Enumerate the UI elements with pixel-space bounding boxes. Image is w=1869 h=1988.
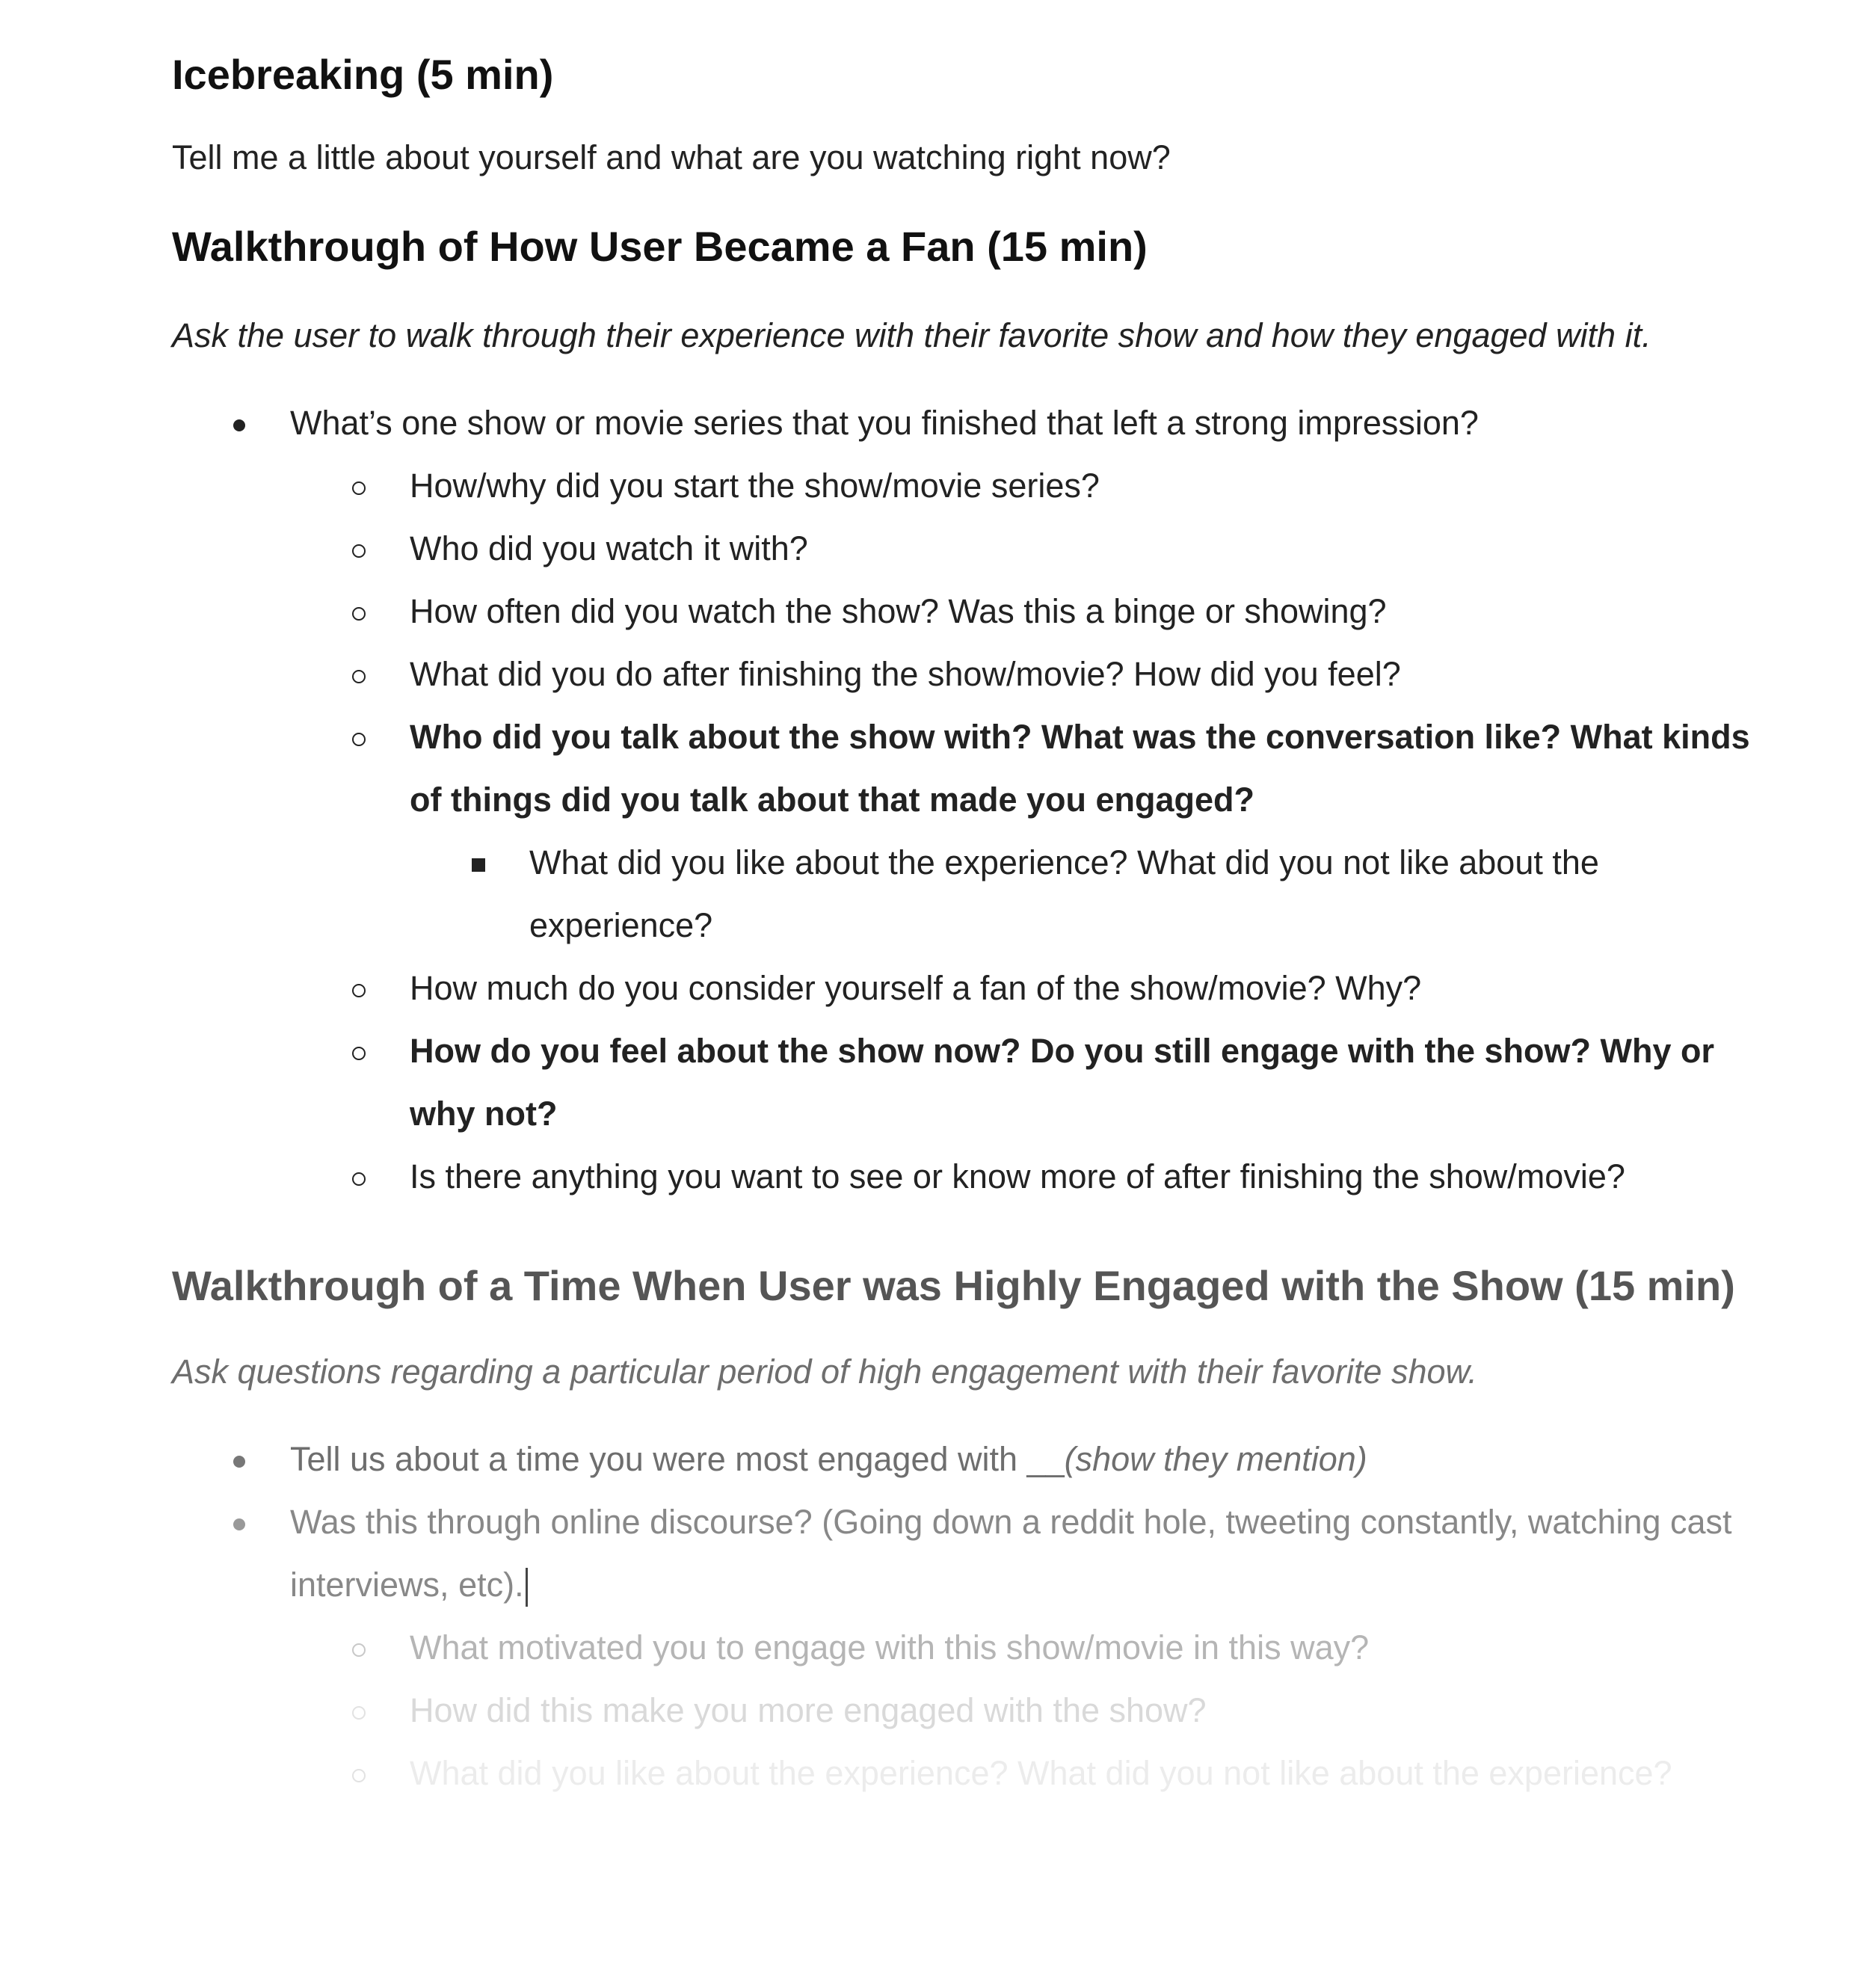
engaged-question-1: Tell us about a time you were most engaged with __ bbox=[290, 1440, 1065, 1478]
sub-question: Who did you watch it with? bbox=[410, 529, 808, 567]
bullet-icon bbox=[224, 1491, 254, 1554]
list-item bbox=[172, 643, 1757, 706]
engaged-question-2: Was this through online discourse? (Going down a reddit hole, tweeting constantly, watching cast interviews, etc). bbox=[290, 1503, 1732, 1604]
circle-bullet-icon bbox=[344, 580, 374, 643]
circle-bullet-icon bbox=[344, 1020, 374, 1083]
list-item bbox=[172, 706, 1757, 831]
text-cursor bbox=[526, 1568, 528, 1607]
fan-question-list bbox=[172, 392, 1757, 1208]
fan-walkthrough-intro: Ask the user to walk through their experience with their favorite show and how they engaged with it. bbox=[172, 316, 1651, 354]
engaged-sub-question: How did this make you more engaged with the show? bbox=[410, 1691, 1207, 1729]
list-item bbox=[172, 455, 1757, 517]
circle-bullet-icon bbox=[344, 957, 374, 1020]
circle-bullet-icon bbox=[344, 706, 374, 769]
list-item bbox=[172, 831, 1757, 957]
icebreaking-heading: Icebreaking (5 min) bbox=[172, 51, 554, 98]
engaged-walkthrough-heading: Walkthrough of a Time When User was Highly Engaged with the Show (15 min) bbox=[172, 1262, 1735, 1309]
sub-question: Who did you talk about the show with? What was the conversation like? What kinds of things did you talk about that made you engaged? bbox=[410, 718, 1750, 819]
circle-bullet-icon bbox=[344, 455, 374, 517]
list-item bbox=[172, 1491, 1757, 1616]
fan-walkthrough-heading: Walkthrough of How User Became a Fan (15 min) bbox=[172, 223, 1148, 270]
sub-question: How do you feel about the show now? Do you still engage with the show? Why or why not? bbox=[410, 1032, 1715, 1133]
square-bullet-icon bbox=[464, 831, 493, 894]
circle-bullet-icon bbox=[344, 517, 374, 580]
engaged-sub-question: What motivated you to engage with this show/movie in this way? bbox=[410, 1628, 1370, 1667]
sub-question: How/why did you start the show/movie series? bbox=[410, 467, 1100, 505]
circle-bullet-icon bbox=[344, 643, 374, 706]
list-item bbox=[172, 1679, 1757, 1742]
sub-question: How much do you consider yourself a fan of the show/movie? Why? bbox=[410, 969, 1422, 1007]
list-item bbox=[172, 580, 1757, 643]
list-item bbox=[172, 1616, 1757, 1679]
list-item bbox=[172, 392, 1757, 455]
list-item bbox=[172, 1428, 1757, 1491]
sub-sub-question: What did you like about the experience? What did you not like about the experience? bbox=[529, 843, 1599, 944]
engaged-question-list bbox=[172, 1428, 1757, 1805]
sub-question: What did you do after finishing the show/movie? How did you feel? bbox=[410, 655, 1401, 693]
main-question: What’s one show or movie series that you finished that left a strong impression? bbox=[290, 404, 1479, 442]
engaged-sub-question: What did you like about the experience? What did you not like about the experience? bbox=[410, 1754, 1672, 1792]
circle-bullet-icon bbox=[344, 1616, 374, 1679]
circle-bullet-icon bbox=[344, 1679, 374, 1742]
list-item bbox=[172, 957, 1757, 1020]
list-item bbox=[172, 1742, 1757, 1805]
circle-bullet-icon bbox=[344, 1742, 374, 1805]
list-item bbox=[172, 1145, 1757, 1208]
engaged-walkthrough-intro: Ask questions regarding a particular period of high engagement with their favorite show. bbox=[172, 1352, 1478, 1391]
icebreaking-question: Tell me a little about yourself and what are you watching right now? bbox=[172, 138, 1171, 176]
document-body bbox=[172, 45, 1757, 1805]
sub-question: Is there anything you want to see or know more of after finishing the show/movie? bbox=[410, 1157, 1625, 1195]
bullet-icon bbox=[224, 392, 254, 455]
bullet-icon bbox=[224, 1428, 254, 1491]
engaged-question-1-note: (show they mention) bbox=[1064, 1440, 1367, 1478]
sub-question: How often did you watch the show? Was this a binge or showing? bbox=[410, 592, 1387, 630]
list-item bbox=[172, 517, 1757, 580]
circle-bullet-icon bbox=[344, 1145, 374, 1208]
list-item bbox=[172, 1020, 1757, 1145]
